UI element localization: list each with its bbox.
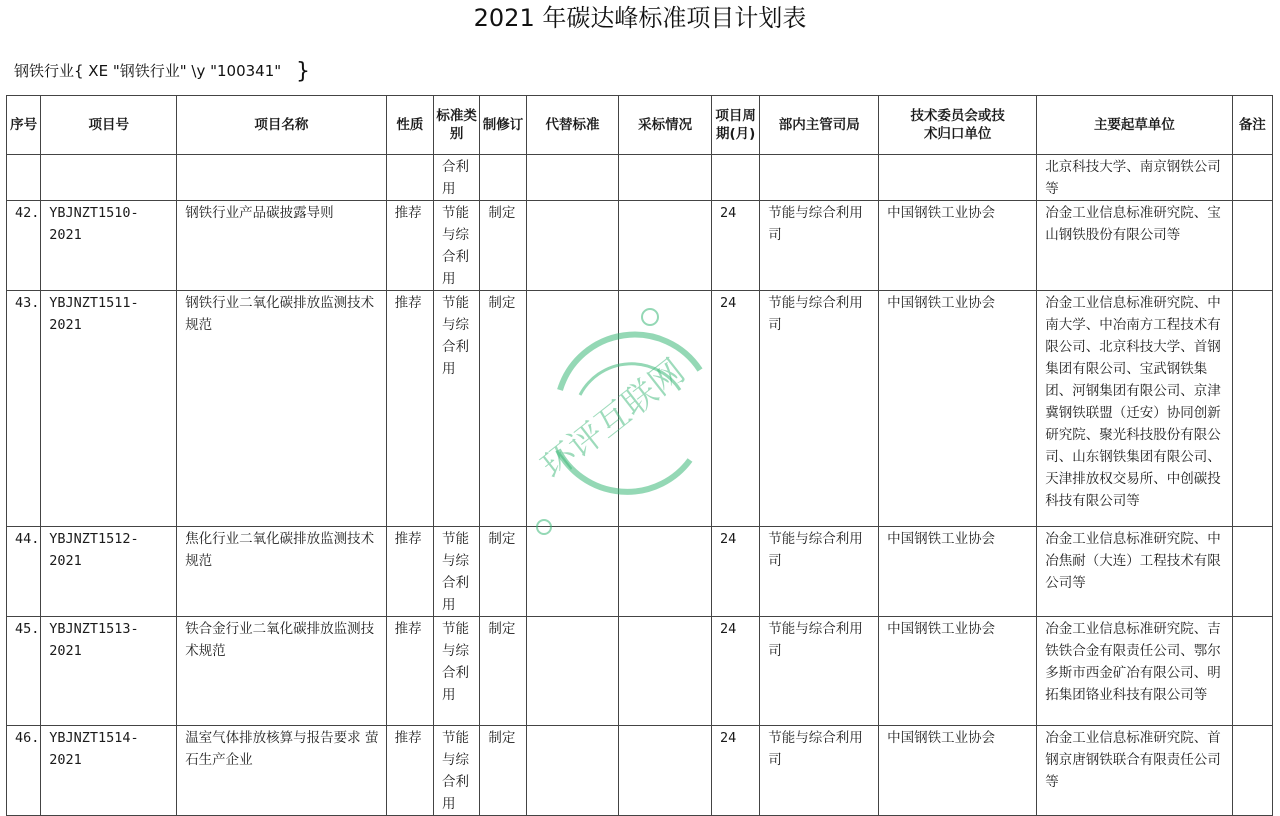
table-header-row: [7, 96, 1273, 155]
cell-name: 温室气体排放核算与报告要求 萤石生产企业: [177, 726, 386, 816]
standards-plan-table: [6, 95, 1273, 816]
cell-remarks: [1232, 527, 1272, 617]
cell-code: YBJNZT1512-2021: [41, 527, 177, 617]
cell-adoption: [619, 291, 712, 527]
cell-adoption: [619, 527, 712, 617]
table-row: [7, 617, 1273, 726]
cell-drafters: 冶金工业信息标准研究院、首钢京唐钢铁联合有限责任公司等: [1037, 726, 1232, 816]
header-seq: 序号: [7, 96, 41, 155]
cell-adoption: [619, 617, 712, 726]
cell-remarks: [1232, 617, 1272, 726]
header-nature: 性质: [386, 96, 433, 155]
cell-seq: 43.: [7, 291, 41, 527]
cell-adoption: [619, 201, 712, 291]
header-category: 标准类别: [434, 96, 480, 155]
cell-dept: 节能与综合利用司: [760, 617, 879, 726]
section-heading: [14, 58, 310, 85]
cell-drafters: 冶金工业信息标准研究院、中冶焦耐（大连）工程技术有限公司等: [1037, 527, 1232, 617]
table-row: [7, 201, 1273, 291]
section-heading-brace: }: [295, 59, 310, 84]
section-heading-text: 钢铁行业{ XE "钢铁行业" \y "100341": [14, 62, 286, 80]
table-row: [7, 527, 1273, 617]
cell-remarks: [1232, 201, 1272, 291]
cell-period: 24: [711, 617, 759, 726]
header-revision: 制修订: [480, 96, 526, 155]
cell-replace: [526, 291, 619, 527]
cell-drafters: 冶金工业信息标准研究院、吉铁铁合金有限责任公司、鄂尔多斯市西金矿冶有限公司、明拓集团铬业科技有限公司等: [1037, 617, 1232, 726]
cell-revision: 制定: [480, 617, 526, 726]
cell-nature: [386, 155, 433, 201]
cell-seq: 42.: [7, 201, 41, 291]
cell-nature: 推荐: [386, 201, 433, 291]
cell-revision: 制定: [480, 291, 526, 527]
cell-dept: 节能与综合利用司: [760, 726, 879, 816]
cell-nature: 推荐: [386, 291, 433, 527]
cell-code: YBJNZT1510-2021: [41, 201, 177, 291]
cell-replace: [526, 726, 619, 816]
cell-name: 铁合金行业二氧化碳排放监测技术规范: [177, 617, 386, 726]
table-row-continuation: [7, 155, 1273, 201]
cell-revision: [480, 155, 526, 201]
cell-name: [177, 155, 386, 201]
cell-code: YBJNZT1511-2021: [41, 291, 177, 527]
cell-period: 24: [711, 201, 759, 291]
header-replace: 代替标准: [526, 96, 619, 155]
cell-period: 24: [711, 291, 759, 527]
cell-revision: 制定: [480, 527, 526, 617]
cell-nature: 推荐: [386, 617, 433, 726]
cell-drafters: 冶金工业信息标准研究院、中南大学、中冶南方工程技术有限公司、北京科技大学、首钢集团有限公司、宝武钢铁集团、河钢集团有限公司、京津冀钢铁联盟（迁安）协同创新研究院、聚光科技股份有限公司、山东钢铁集团有限公司、天津排放权交易所、中创碳投科技有限公司等: [1037, 291, 1232, 527]
cell-committee: 中国钢铁工业协会: [879, 617, 1037, 726]
cell-remarks: [1232, 726, 1272, 816]
cell-category: 节能与综合利用: [434, 291, 480, 527]
cell-period: [711, 155, 759, 201]
cell-dept: 节能与综合利用司: [760, 201, 879, 291]
header-period: 项目周期(月): [711, 96, 759, 155]
cell-dept: 节能与综合利用司: [760, 291, 879, 527]
cell-dept: 节能与综合利用司: [760, 527, 879, 617]
cell-revision: 制定: [480, 201, 526, 291]
cell-name: 钢铁行业产品碳披露导则: [177, 201, 386, 291]
cell-committee: 中国钢铁工业协会: [879, 527, 1037, 617]
cell-remarks: [1232, 291, 1272, 527]
cell-replace: [526, 155, 619, 201]
cell-seq: 45.: [7, 617, 41, 726]
cell-category: 节能与综合利用: [434, 617, 480, 726]
cell-code: [41, 155, 177, 201]
cell-revision: 制定: [480, 726, 526, 816]
cell-period: 24: [711, 527, 759, 617]
cell-seq: 46.: [7, 726, 41, 816]
cell-committee: 中国钢铁工业协会: [879, 201, 1037, 291]
cell-replace: [526, 527, 619, 617]
header-committee: 技术委员会或技术归口单位: [879, 96, 1037, 155]
header-name: 项目名称: [177, 96, 386, 155]
table-row: [7, 291, 1273, 527]
cell-seq: 44.: [7, 527, 41, 617]
cell-adoption: [619, 155, 712, 201]
cell-category: 合利用: [434, 155, 480, 201]
cell-drafters: 冶金工业信息标准研究院、宝山钢铁股份有限公司等: [1037, 201, 1232, 291]
cell-drafters: 北京科技大学、南京钢铁公司等: [1037, 155, 1232, 201]
cell-category: 节能与综合利用: [434, 726, 480, 816]
cell-dept: [760, 155, 879, 201]
cell-code: YBJNZT1514-2021: [41, 726, 177, 816]
watermark-text: 环评互联网: [533, 351, 693, 488]
cell-period: 24: [711, 726, 759, 816]
cell-committee: [879, 155, 1037, 201]
cell-replace: [526, 617, 619, 726]
cell-committee: 中国钢铁工业协会: [879, 726, 1037, 816]
cell-seq: [7, 155, 41, 201]
page-title: 2021 年碳达峰标准项目计划表: [473, 4, 807, 32]
table-row: [7, 726, 1273, 816]
cell-name: 焦化行业二氧化碳排放监测技术规范: [177, 527, 386, 617]
header-drafters: 主要起草单位: [1037, 96, 1232, 155]
cell-committee: 中国钢铁工业协会: [879, 291, 1037, 527]
cell-adoption: [619, 726, 712, 816]
header-code: 项目号: [41, 96, 177, 155]
cell-name: 钢铁行业二氧化碳排放监测技术规范: [177, 291, 386, 527]
cell-replace: [526, 201, 619, 291]
header-remarks: 备注: [1232, 96, 1272, 155]
cell-nature: 推荐: [386, 726, 433, 816]
header-dept: 部内主管司局: [760, 96, 879, 155]
cell-nature: 推荐: [386, 527, 433, 617]
cell-category: 节能与综合利用: [434, 201, 480, 291]
cell-remarks: [1232, 155, 1272, 201]
cell-code: YBJNZT1513-2021: [41, 617, 177, 726]
header-adoption: 采标情况: [619, 96, 712, 155]
cell-category: 节能与综合利用: [434, 527, 480, 617]
